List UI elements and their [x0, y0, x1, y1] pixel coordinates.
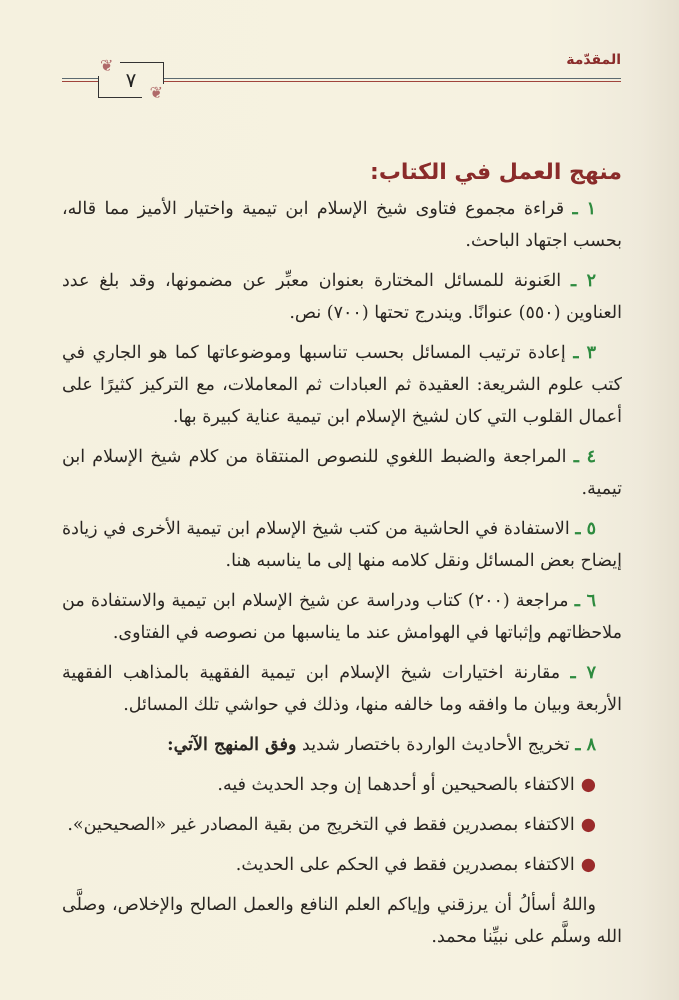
method-item — [62, 441, 622, 505]
bullet-text: الاكتفاء بالصحيحين أو أحدهما إن وجد الحديث فيه. — [217, 775, 575, 795]
item-number: ١ ـ — [572, 199, 596, 219]
bullet-item — [62, 769, 596, 801]
item-text: العَنونة للمسائل المختارة بعنوان معبِّر عن مضمونها، وقد بلغ عدد العناوين (٥٥٠) عنوانًا. ويندرج تحتها (٧٠٠) نص. — [62, 271, 622, 323]
method-item — [62, 193, 622, 257]
page-number-frame — [98, 56, 164, 102]
running-title: المقدّمة — [566, 52, 621, 68]
item-text: إعادة ترتيب المسائل بحسب تناسبها وموضوعاتها كما هو الجاري في كتب علوم الشريعة: العقيدة ثم العبادات ثم المعاملات، مع التركيز كثيرًا على أعمال القلوب التي كان لشيخ الإسلام ابن تيمية عناية كبيرة بها. — [62, 343, 622, 427]
method-item — [62, 657, 622, 721]
bullet-item — [62, 809, 596, 841]
item-number: ٢ ـ — [571, 271, 596, 291]
bullet-icon: ● — [580, 855, 596, 875]
bullet-item — [62, 849, 596, 881]
item-text: قراءة مجموع فتاوى شيخ الإسلام ابن تيمية واختيار الأميز مما قاله، بحسب اجتهاد الباحث. — [62, 199, 622, 251]
header-rule — [62, 81, 98, 82]
item-number: ٧ ـ — [570, 663, 596, 683]
method-item — [62, 337, 622, 433]
method-item — [62, 265, 622, 329]
item-text: المراجعة والضبط اللغوي للنصوص المنتقاة من كلام شيخ الإسلام ابن تيمية. — [62, 447, 622, 499]
header-rule — [163, 78, 621, 79]
page-header — [0, 0, 679, 110]
closing-prayer: واللهُ أسألُ أن يرزقني وإياكم العلم النافع والعمل الصالح والإخلاص، وصلَّى الله وسلَّم على نبيِّنا محمد. — [62, 895, 622, 947]
bullet-icon: ● — [580, 775, 596, 795]
frame-line — [120, 62, 164, 63]
item-number: ٦ ـ — [574, 591, 596, 611]
item-number: ٤ ـ — [573, 447, 596, 467]
item-text-bold: وفق المنهج الآتي: — [167, 735, 297, 755]
item-number: ٨ ـ — [575, 735, 596, 755]
item-number: ٥ ـ — [575, 519, 596, 539]
method-item — [62, 729, 622, 761]
item-number: ٣ ـ — [573, 343, 596, 363]
takhrij-bullet-list — [62, 769, 622, 881]
item-text: مراجعة (٢٠٠) كتاب ودراسة عن شيخ الإسلام ابن تيمية والاستفادة من ملاحظاتهم وإثباتها في الهوامش عند ما يناسبها من نصوصه في الفتاوى. — [62, 591, 622, 643]
header-rule — [163, 81, 621, 82]
header-rule — [62, 78, 98, 79]
section-title: منهج العمل في الكتاب: — [370, 160, 622, 185]
bullet-text: الاكتفاء بمصدرين فقط في الحكم على الحديث. — [235, 855, 575, 875]
floral-ornament-icon: ❦ — [149, 83, 163, 102]
method-item — [62, 513, 622, 577]
bullet-text: الاكتفاء بمصدرين فقط في التخريج من بقية المصادر غير «الصحيحين». — [67, 815, 575, 835]
page-number: ٧ — [125, 68, 137, 92]
item-text: مقارنة اختيارات شيخ الإسلام ابن تيمية الفقهية بالمذاهب الفقهية الأربعة وبيان ما وافقه وما خالفه منها، وذلك في حواشي تلك المسائل. — [62, 663, 622, 715]
item-text: تخريج الأحاديث الواردة باختصار شديد — [302, 735, 570, 755]
method-item — [62, 585, 622, 649]
floral-ornament-icon: ❦ — [100, 56, 114, 75]
bullet-icon: ● — [580, 815, 596, 835]
frame-line — [98, 97, 142, 98]
item-text: الاستفادة في الحاشية من كتب شيخ الإسلام ابن تيمية الأخرى في زيادة إيضاح بعض المسائل ونقل كلامه منها إلى ما يناسبه هنا. — [62, 519, 622, 571]
page-body — [62, 155, 622, 971]
